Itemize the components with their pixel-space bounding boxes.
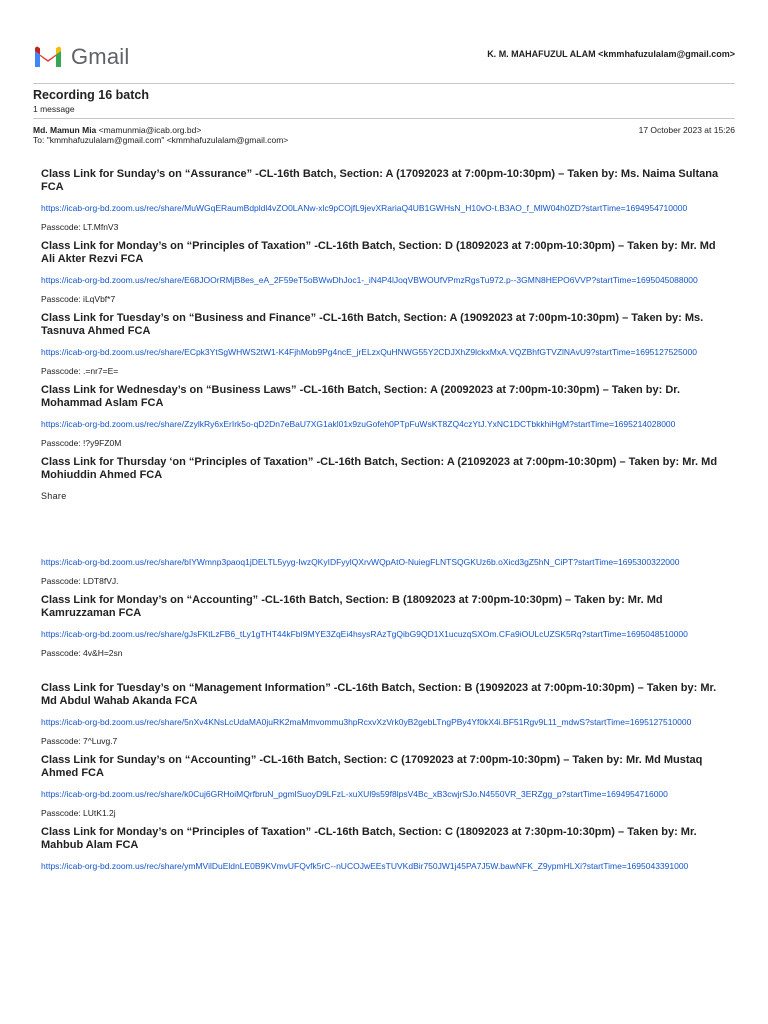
share-label: Share bbox=[41, 491, 67, 501]
sender-name: Md. Mamun Mia bbox=[33, 125, 97, 135]
recording-link[interactable]: https://icab-org-bd.zoom.us/rec/share/MuWGqERaumBdpldl4vZO0LANw-xlc9pCOjfL9jevXRariaQ4UB1GWHsN_H10vO-t.B3AO_f_MlW04h0ZD?startTime=1694954710000 bbox=[41, 203, 688, 213]
class-title: Class Link for Thursday ‘on “Principles of Taxation” -CL-16th Batch, Section: A (21092023 at 7:00pm-10:30pm) – Taken by: Mr. Md Mohiuddin Ahmed FCA bbox=[41, 456, 718, 481]
header-divider bbox=[33, 83, 735, 84]
passcode: Passcode: !?y9FZ0M bbox=[41, 438, 122, 448]
subject-divider bbox=[33, 118, 735, 119]
account-header: K. M. MAHAFUZUL ALAM <kmmhafuzulalam@gmail.com> bbox=[487, 49, 735, 59]
recording-link[interactable]: https://icab-org-bd.zoom.us/rec/share/gJsFKtLzFB6_tLy1gTHT44kFbI9MYE3ZqEi4hsysRAzTgQibG9QD1X1ucuzqSXOm.CFa9iOULcUZSK5Rq?startTime=1695048510000 bbox=[41, 629, 688, 639]
recording-link[interactable]: https://icab-org-bd.zoom.us/rec/share/ECpk3YtSgWHWS2tW1-K4FjhMob9Pg4ncE_jrELzxQuHNWG55Y2CDJXhZ9lckxMxA.VQZBhfGTVZlNAvU9?startTime=1695127525000 bbox=[41, 347, 697, 357]
thread-subject: Recording 16 batch bbox=[33, 88, 149, 102]
passcode: Passcode: .=nr7=E= bbox=[41, 366, 119, 376]
gmail-logo bbox=[33, 42, 129, 72]
class-title: Class Link for Sunday’s on “Assurance” -CL-16th Batch, Section: A (17092023 at 7:00pm-10:30pm) – Taken by: Ms. Naima Sultana FCA bbox=[41, 168, 719, 193]
class-entry bbox=[41, 384, 721, 448]
class-entry bbox=[41, 456, 721, 586]
message-date: 17 October 2023 at 15:26 bbox=[638, 125, 735, 135]
recording-link[interactable]: https://icab-org-bd.zoom.us/rec/share/E68JOOrRMjB8es_eA_2F59eT5oBWwDhJoc1-_iN4P4lJoqVBWOUfVPmzRgsTu972.p--3GMN8HEPO6VVP?startTime=1695045088000 bbox=[41, 275, 698, 285]
gmail-m-icon bbox=[33, 46, 63, 68]
class-entry bbox=[41, 240, 721, 304]
class-title: Class Link for Monday’s on “Accounting” -CL-16th Batch, Section: B (18092023 at 7:00pm-10:30pm) – Taken by: Mr. Md Kamruzzaman FCA bbox=[41, 594, 663, 619]
class-title: Class Link for Monday’s on “Principles of Taxation” -CL-16th Batch, Section: C (18092023 at 7:30pm-10:30pm) – Taken by: Mr. Mahbub Alam FCA bbox=[41, 826, 697, 851]
class-title: Class Link for Wednesday’s on “Business Laws” -CL-16th Batch, Section: A (20092023 at 7:00pm-10:30pm) – Taken by: Dr. Mohammad Aslam FCA bbox=[41, 384, 681, 409]
passcode: Passcode: LUtK1.2j bbox=[41, 808, 116, 818]
page-header bbox=[33, 40, 735, 74]
message-count: 1 message bbox=[33, 104, 75, 114]
class-title: Class Link for Tuesday’s on “Business and Finance” -CL-16th Batch, Section: A (19092023 at 7:00pm-10:30pm) – Taken by: Ms. Tasnuva Ahmed FCA bbox=[41, 312, 704, 337]
passcode: Passcode: iLqVbf*7 bbox=[41, 294, 116, 304]
passcode: Passcode: LDT8fVJ. bbox=[41, 576, 119, 586]
recording-link[interactable]: https://icab-org-bd.zoom.us/rec/share/bIYWmnp3paoq1jDELTL5yyg-IwzQKyIDFyylQXrvWQpAtO-NuiegFLNTSQGKUz6b.oXicd3gZ5hN_CiPT?startTime=1695300322000 bbox=[41, 557, 680, 567]
class-entry bbox=[41, 682, 721, 746]
passcode: Passcode: LT.MfnV3 bbox=[41, 222, 119, 232]
gmail-wordmark: Gmail bbox=[71, 44, 130, 69]
class-title: Class Link for Tuesday’s on “Management Information” -CL-16th Batch, Section: B (19092023 at 7:00pm-10:30pm) – Taken by: Mr. Md Abdul Wahab Akanda FCA bbox=[41, 682, 717, 707]
class-entry bbox=[41, 826, 721, 871]
class-entry bbox=[41, 168, 721, 232]
class-title: Class Link for Monday’s on “Principles of Taxation” -CL-16th Batch, Section: D (18092023 at 7:00pm-10:30pm) – Taken by: Mr. Md Ali Akter Rezvi FCA bbox=[41, 240, 716, 265]
class-entry bbox=[41, 754, 721, 818]
recipient-line: To: "kmmhafuzulalam@gmail.com" <kmmhafuzulalam@gmail.com> bbox=[33, 135, 289, 145]
recording-link[interactable]: https://icab-org-bd.zoom.us/rec/share/ymMVilDuEldnLE0B9KVmvUFQvfk5rC--nUCOJwEEsTUVKdBir750JW1j45PA7J5W.bawNFK_Z9ypmHLXi?startTime=1695043391000 bbox=[41, 861, 689, 871]
sender-line bbox=[33, 125, 735, 135]
recording-link[interactable]: https://icab-org-bd.zoom.us/rec/share/5nXv4KNsLcUdaMA0juRK2maMmvommu3hpRcxvXzVrk0yB2gebLTngPBy4Yf0kX4i.BF51Rgv9L11_mdwS?startTime=1695127510000 bbox=[41, 717, 692, 727]
entry-spacer bbox=[41, 666, 721, 682]
class-entry bbox=[41, 594, 721, 658]
class-title: Class Link for Sunday’s on “Accounting” -CL-16th Batch, Section: C (17092023 at 7:00pm-10:30pm) – Taken by: Mr. Md Mustaq Ahmed FCA bbox=[41, 754, 703, 779]
class-entry bbox=[41, 312, 721, 376]
message-header bbox=[33, 125, 735, 145]
sender-email: <mamunmia@icab.org.bd> bbox=[96, 125, 202, 135]
passcode: Passcode: 7^Luvg.7 bbox=[41, 736, 118, 746]
recording-link[interactable]: https://icab-org-bd.zoom.us/rec/share/ZzylkRy6xErIrk5o-qD2Dn7eBaU7XG1akl01x9zuGofeh0PTpFuWsKT8ZQ4czYtJ.YxNC1DCTbkkhiHgM?startTime=1695214028000 bbox=[41, 419, 676, 429]
message-body bbox=[41, 168, 721, 880]
recording-link[interactable]: https://icab-org-bd.zoom.us/rec/share/k0Cuj6GRHoiMQrfbruN_pgmlSuoyD9LFzL-xuXUl9s59f8lpsV4Bc_xB3cwjrSJo.N4550VR_3ERZgg_p?startTime=1694954716000 bbox=[41, 789, 668, 799]
passcode: Passcode: 4v&H=2sn bbox=[41, 648, 123, 658]
